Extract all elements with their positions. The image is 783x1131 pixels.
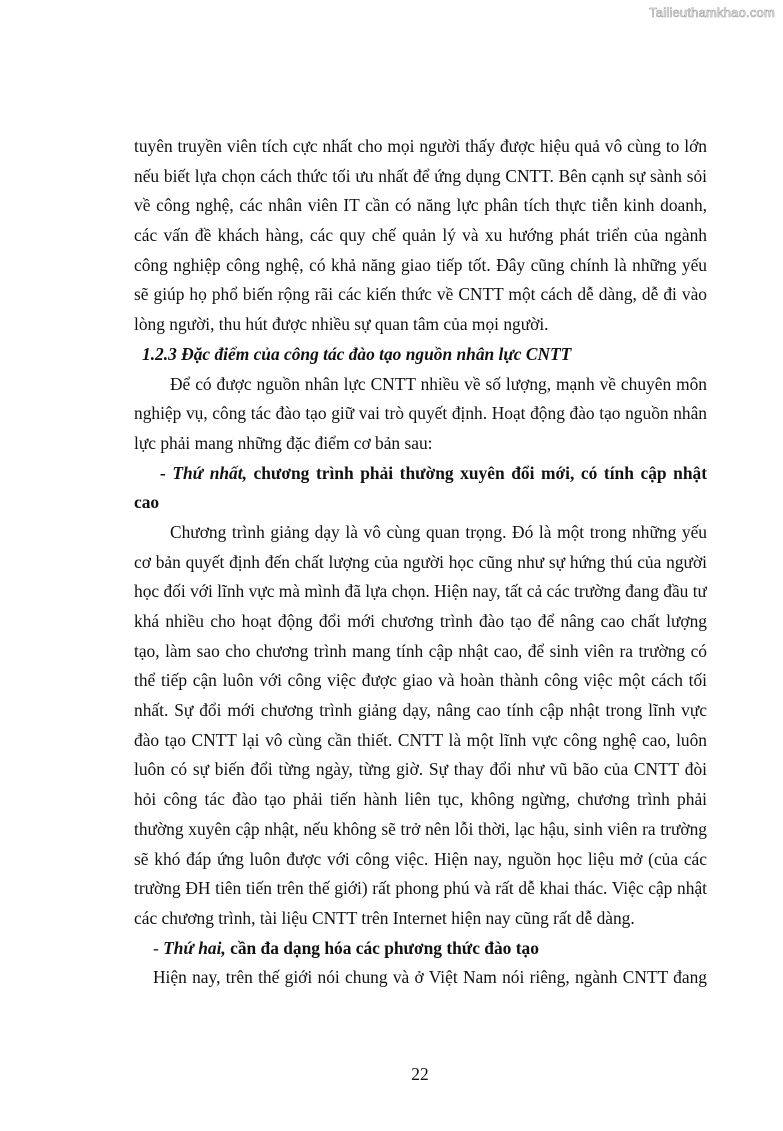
text-line: lực phải mang những đặc điểm cơ bản sau: xyxy=(134,432,433,453)
text-line: đào tạo CNTT lại vô cùng cần thiết. CNTT là một lĩnh vực công nghệ cao, luôn xyxy=(134,729,707,750)
text-line: tạo, làm sao cho chương trình mang tính cập nhật cao, để sinh viên ra trường có xyxy=(134,640,707,661)
subheading-first xyxy=(134,459,707,489)
text-line: sẽ khó đáp ứng luôn được với công việc. Hiện nay, nguồn học liệu mở (của các xyxy=(134,848,707,869)
text-line: lòng người, thu hút được nhiều sự quan tâm của mọi người. xyxy=(134,314,549,335)
subheading-lead: Thứ hai, xyxy=(163,937,226,958)
text-line: tuyên truyền viên tích cực nhất cho mọi người thấy được hiệu quả vô cùng to lớn xyxy=(134,136,707,156)
text-line: khá nhiều cho hoạt động đổi mới chương trình đào tạo để nâng cao chất lượng xyxy=(134,611,707,631)
subheading-dash: - xyxy=(153,937,164,958)
subheading-rest: chương trình phải thường xuyên đổi mới, có tính cập nhật xyxy=(246,462,707,483)
text-line: nhất. Sự đổi mới chương trình giảng dạy, nâng cao tính cập nhật trong lĩnh vực xyxy=(134,700,707,721)
text-line: nghiệp vụ, công tác đào tạo giữ vai trò quyết định. Hoạt động đào tạo nguồn nhân xyxy=(134,403,707,424)
text-line: các vấn đề khách hàng, các quy chế quản lý và xu hướng phát triển của ngành xyxy=(134,225,707,246)
document-body xyxy=(134,132,707,993)
text-line: Hiện nay, trên thế giới nói chung và ở Việt Nam nói riêng, ngành CNTT đang xyxy=(153,967,707,988)
text-line: học đối với lĩnh vực mà mình đã lựa chọn. Hiện nay, tất cả các trường đang đầu tư xyxy=(134,581,707,602)
text-line: hỏi công tác đào tạo phải tiến hành liên tục, không ngừng, chương trình phải xyxy=(134,789,707,810)
text-line: trường ĐH tiên tiến trên thế giới) rất phong phú và rất dễ khai thác. Việc cập nhật xyxy=(134,878,707,899)
subheading-rest: cần đa dạng hóa các phương thức đào tạo xyxy=(225,937,539,958)
text-line: công nghiệp công nghệ, có khả năng giao tiếp tốt. Đây cũng chính là những yếu xyxy=(134,254,707,275)
text-line: cơ bản quyết định đến chất lượng của người học cũng như sự hứng thú của người xyxy=(134,551,707,572)
text-line: thể tiếp cận luôn với công việc được giao và hoàn thành công việc một cách tối xyxy=(134,670,707,691)
text-line: các chương trình, tài liệu CNTT trên Internet hiện nay cũng rất dễ dàng. xyxy=(134,907,635,928)
subheading-continuation: cao xyxy=(134,492,160,513)
text-line: thường xuyên cập nhật, nếu không sẽ trở nên lỗi thời, lạc hậu, sinh viên ra trường xyxy=(134,818,707,839)
section-heading: 1.2.3 Đặc điểm của công tác đào tạo nguồn nhân lực CNTT xyxy=(142,343,572,364)
subheading-second xyxy=(134,934,707,964)
text-line: sẽ giúp họ phổ biến rộng rãi các kiến thức về CNTT một cách dễ dàng, dễ đi vào xyxy=(134,284,707,305)
text-line: nếu biết lựa chọn cách thức tối ưu nhất để ứng dụng CNTT. Bên cạnh sự sành sỏi xyxy=(134,165,707,186)
watermark: Tailieuthamkhao.com xyxy=(649,5,775,20)
text-line: về công nghệ, các nhân viên IT cần có năng lực phân tích thực tiễn kinh doanh, xyxy=(134,195,707,216)
text-line: luôn có sự biến đổi từng ngày, từng giờ. Sự thay đổi như vũ bão của CNTT đòi xyxy=(134,759,707,780)
page-number: 22 xyxy=(411,1064,429,1084)
text-line: Chương trình giảng dạy là vô cùng quan trọng. Đó là một trong những yếu xyxy=(170,521,707,542)
subheading-lead: - Thứ nhất, xyxy=(160,462,247,483)
text-line: Để có được nguồn nhân lực CNTT nhiều về số lượng, mạnh về chuyên môn xyxy=(170,373,707,394)
